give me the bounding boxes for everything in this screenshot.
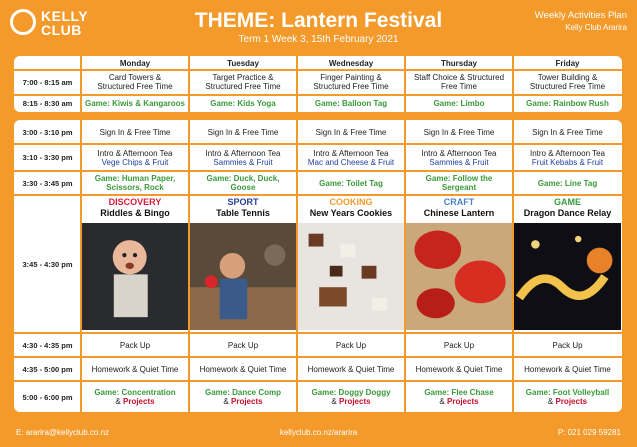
signin-cell [81,121,189,143]
activity-cell [81,70,189,94]
day-header-friday [513,57,622,69]
afternoon-tea-cell [81,145,189,170]
game-line1: Game: Human Paper, [94,174,176,183]
packup-cell [297,334,405,356]
grid-divider [188,120,190,412]
activity-name: Riddles & Bingo [100,208,170,218]
grid-divider [14,332,622,334]
signin-label: Sign In & Free Time [532,127,603,137]
day-label: Thursday [440,58,477,68]
time-cell [14,358,81,380]
grid-divider [404,120,406,412]
game-cell [81,172,189,194]
final-game: Game: Dance Comp [204,388,282,397]
activity-line2: Structured Free Time [313,82,389,91]
activity-line1: Target Practice & [212,73,274,82]
time-label: 4:35 - 5:00 pm [22,364,73,374]
time-cell [14,196,81,332]
grid-divider [14,356,622,358]
tea-label: Intro & Afternoon Tea [529,148,605,158]
homework-label: Homework & Quiet Time [91,364,179,374]
signin-label: Sign In & Free Time [423,127,495,137]
tea-label: Intro & Afternoon Tea [97,148,173,158]
activity-line1: Staff Choice & Structured [413,73,505,82]
grid-divider [14,380,622,382]
page-title: THEME: Lantern Festival [194,9,443,32]
activity-type: CRAFT [443,197,475,207]
grid-divider [14,94,622,96]
final-game-cell [189,382,297,412]
time-label: 7:00 - 8:15 am [22,77,73,87]
packup-label: Pack Up [552,340,583,350]
final-game-cell [513,382,622,412]
homework-cell [405,358,513,380]
activity-cell [297,70,405,94]
activity-text [313,73,388,91]
final-game-cell [405,382,513,412]
time-cell [14,382,81,412]
tea-food: Mac and Cheese & Fruit [307,157,395,167]
page-subtitle: Term 1 Week 3, 15th February 2021 [238,34,399,45]
projects-label: Projects [447,397,479,406]
day-header-wednesday [297,57,405,69]
final-game: Game: Doggy Doggy [311,388,391,397]
packup-label: Pack Up [443,340,475,350]
final-game-cell [81,382,189,412]
plan-location: Kelly Club Ararira [565,23,627,32]
game-line1: Game: Follow the [425,174,493,183]
activity-text [205,73,280,91]
time-cell [14,70,81,94]
final-game: Game: Foot Volleyball [525,388,610,397]
projects-label: Projects [123,397,155,406]
packup-cell [513,334,622,356]
packup-cell [405,334,513,356]
time-cell [14,95,81,111]
activity-line2: Structured Free Time [205,82,281,91]
grid-divider [296,120,298,412]
time-label: 4:30 - 4:35 pm [22,340,73,350]
amp-label: & [115,397,121,406]
time-cell [14,145,81,170]
grid-divider [14,69,622,71]
packup-cell [81,334,189,356]
game-label: Game: Kiwis & Kangaroos [84,98,186,108]
activity-line2: Structured Free Time [529,82,606,91]
tea-food: Vege Chips & Fruit [101,157,169,167]
grid-divider [296,56,298,112]
packup-label: Pack Up [335,340,367,350]
final-game: Game: Concentration [94,388,176,397]
footer-phone: P: 021 029 59281 [557,428,621,437]
activity-cell [81,95,189,111]
amp-label: & [547,397,554,406]
cookies-photo [298,223,404,330]
projects-label: Projects [231,397,263,406]
table-tennis-photo [190,223,296,330]
activity-name: New Years Cookies [309,208,393,218]
plan-info [535,10,627,32]
tea-food: Fruit Kebabs & Fruit [531,157,604,167]
day-label: Tuesday [227,58,259,68]
signin-label: Sign In & Free Time [99,127,171,137]
activity-name: Table Tennis [216,208,270,218]
signin-cell [513,121,622,143]
game-label: Game: Balloon Tag [314,98,388,108]
time-label: 3:00 - 3:10 pm [22,127,73,137]
activity-line2: Free Time [440,82,477,91]
time-cell [14,334,81,356]
footer-website[interactable]: kellyclub.co.nz/ararira [279,428,358,437]
activity-line2: Structured Free Time [97,82,173,91]
grid-divider [80,120,82,412]
boy-photo [82,223,188,330]
grid-divider [14,194,622,196]
activity-type: GAME [554,197,581,207]
afternoon-tea-cell [405,145,513,170]
homework-label: Homework & Quiet Time [307,364,395,374]
activity-cell [297,95,405,111]
time-cell [14,172,81,194]
day-label: Wednesday [328,58,374,68]
grid-divider [404,56,406,112]
activity-text [97,73,172,91]
logo-line1: KELLY [41,8,89,24]
activity-line1: Tower Building & [537,73,598,82]
homework-cell [189,358,297,380]
game-label: Game: Rainbow Rush [526,98,609,108]
homework-label: Homework & Quiet Time [524,364,611,374]
activity-text [530,73,605,91]
amp-label: & [331,397,337,406]
activity-name: Dragon Dance Relay [523,208,612,218]
game-cell [297,172,405,194]
time-label: 3:45 - 4:30 pm [22,259,73,269]
activity-name: Chinese Lantern [423,208,495,218]
day-label: Friday [555,58,580,68]
activity-cell [405,95,513,111]
game-line1: Game: Line Tag [537,178,598,188]
tea-label: Intro & Afternoon Tea [205,148,281,158]
afternoon-tea-cell [513,145,622,170]
projects-label: Projects [339,397,371,406]
afternoon-tea-cell [297,145,405,170]
activity-cell [513,95,622,111]
game-cell [513,172,622,194]
game-cell [405,172,513,194]
homework-cell [297,358,405,380]
tea-food: Sammies & Fruit [213,157,273,167]
signin-cell [297,121,405,143]
activity-text [414,73,504,91]
tea-label: Intro & Afternoon Tea [421,148,497,158]
tea-label: Intro & Afternoon Tea [313,148,389,158]
time-label: 8:15 - 8:30 am [22,98,73,108]
footer-email[interactable]: E: ararira@kellyclub.co.nz [16,428,110,437]
packup-label: Pack Up [119,340,151,350]
activity-cell [405,70,513,94]
grid-divider [14,143,622,145]
activity-line1: Card Towers & [108,73,162,82]
game-line1: Game: Toilet Tag [319,178,383,188]
activity-type: SPORT [227,197,259,207]
game-line2: Sergeant [441,183,477,192]
homework-cell [81,358,189,380]
grid-divider [512,120,514,412]
activity-cell [189,95,297,111]
activity-line1: Finger Painting & [320,73,382,82]
grid-divider [188,56,190,112]
signin-label: Sign In & Free Time [207,127,279,137]
game-cell [189,172,297,194]
signin-label: Sign In & Free Time [315,127,387,137]
day-header-tuesday [189,57,297,69]
grid-divider [14,170,622,172]
game-line2: Goose [230,183,256,192]
signin-cell [189,121,297,143]
amp-label: & [439,397,445,406]
time-label: 3:30 - 3:45 pm [22,178,73,188]
final-game-cell [297,382,405,412]
tea-food: Sammies & Fruit [429,157,489,167]
day-header-thursday [405,57,513,69]
plan-title: Weekly Activities Plan [534,10,627,21]
game-label: Game: Kids Yoga [210,98,276,108]
packup-label: Pack Up [227,340,259,350]
time-label: 5:00 - 6:00 pm [22,392,73,402]
final-game: Game: Flee Chase [424,388,494,397]
activity-type: DISCOVERY [108,197,162,207]
logo-line2: CLUB [41,22,82,38]
afternoon-tea-cell [189,145,297,170]
activity-cell [189,70,297,94]
game-line2: Scissors, Rock [106,183,164,192]
homework-label: Homework & Quiet Time [415,364,503,374]
dragon-photo [514,223,621,330]
game-label: Game: Limbo [433,98,485,108]
activity-type: COOKING [329,197,373,207]
time-label: 3:10 - 3:30 pm [22,153,73,162]
amp-label: & [223,397,229,406]
packup-cell [189,334,297,356]
homework-cell [513,358,622,380]
day-header-monday [81,57,189,69]
time-cell [14,121,81,143]
projects-label: Projects [555,397,588,406]
homework-label: Homework & Quiet Time [199,364,287,374]
activity-cell [513,70,622,94]
lanterns-photo [406,223,512,330]
grid-divider [512,56,514,112]
game-line1: Game: Duck, Duck, [206,174,280,183]
day-label: Monday [119,58,151,68]
signin-cell [405,121,513,143]
grid-divider [80,56,82,112]
